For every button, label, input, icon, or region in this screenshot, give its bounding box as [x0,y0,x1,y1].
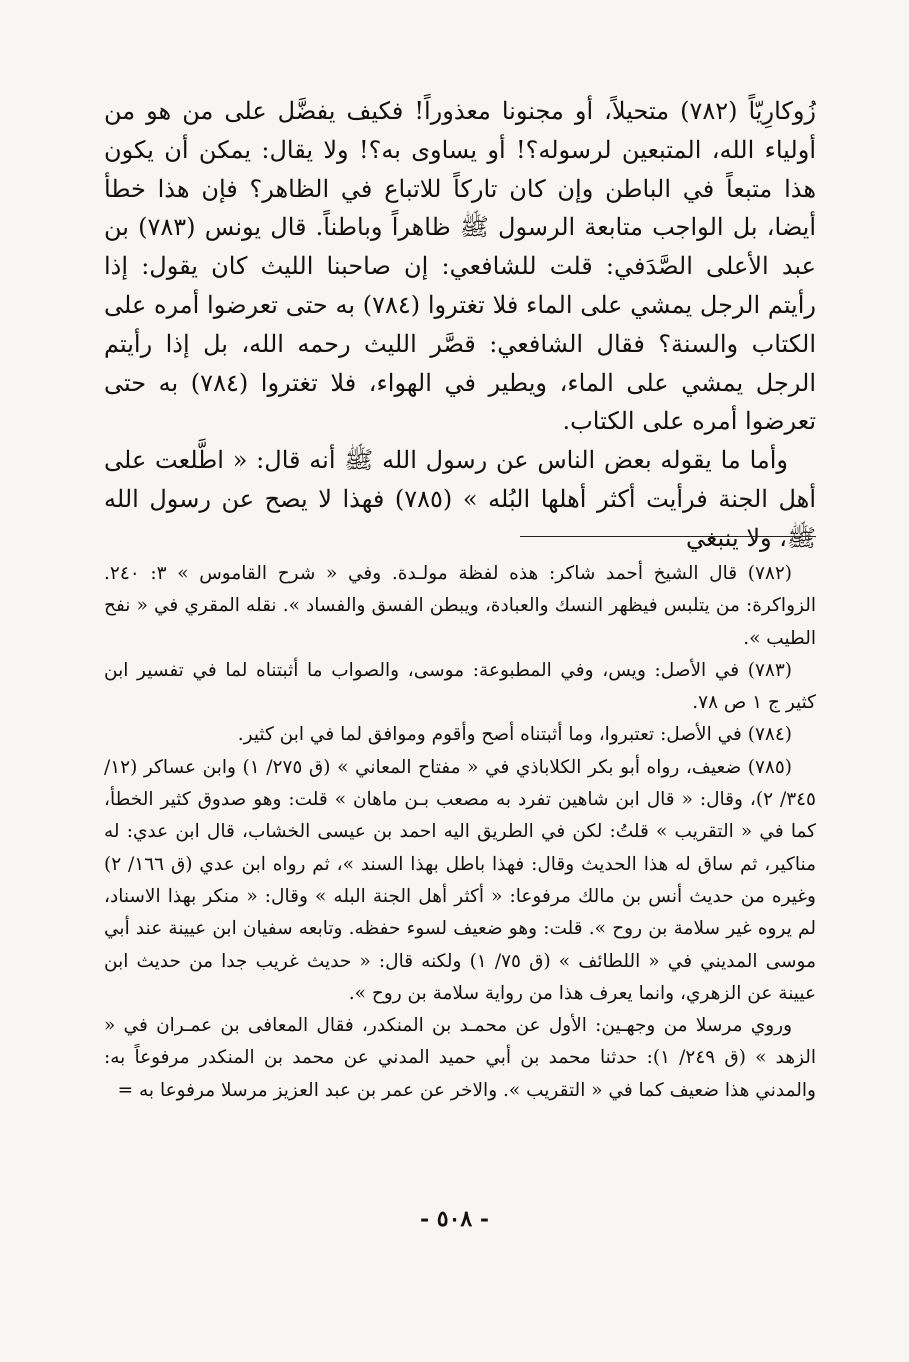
footnote-783: (٧٨٣) في الأصل: ويس، وفي المطبوعة: موسى، والصواب ما أثبتناه لما في تفسير ابن كثير ج ١ ص ٧٨. [104,659,816,714]
footnotes-section [104,558,816,1107]
main-paragraph: زُوكارِيّاً (٧٨٢) متحيلاً، أو مجنونا معذوراً! فكيف يفضَّل على من هو من أولياء الله، المتبعين لرسوله؟! أو يساوى به؟! ولا يقال: يمكن أن يكون هذا متبعاً في الباطن وإن كان تاركاً للاتباع في الظاهر؟ فإن هذا خطأ أيضا، بل الواجب متابعة الرسول ﷺ ظاهراً وباطناً. قال يونس (٧٨٣) بن عبد الأعلى الصَّدَفي: قلت للشافعي: إن صاحبنا الليث كان يقول: إذا رأيتم الرجل يمشي على الماء فلا تغتروا (٧٨٤) به حتى تعرضوا أمره على الكتاب والسنة؟ فقال الشافعي: قصَّر الليث رحمه الله، بل إذا رأيتم الرجل يمشي على الماء، ويطير في الهواء، فلا تغتروا (٧٨٤) به حتى تعرضوا أمره على الكتاب. [104,97,817,436]
footnote-784: (٧٨٤) في الأصل: تعتبروا، وما أثبتناه أصح وأقوم وموافق لما في ابن كثير. [237,724,792,746]
main-text-body [104,92,816,558]
page-number: - ٥٠٨ - [419,1206,490,1232]
main-paragraph: وأما ما يقوله بعض الناس عن رسول الله ﷺ أنه قال: « اطَّلعت على أهل الجنة فرأيت أكثر أهلها البُله » (٧٨٥) فهذا لا يصح عن رسول الله ﷺ، ولا ينبغي [104,446,817,552]
footnote-785: (٧٨٥) ضعيف، رواه أبو بكر الكلاباذي في « مفتاح المعاني » (ق ٢٧٥/ ١) وابن عساكر (١٢/ ٣٤٥/ ٢)، وقال: « قال ابن شاهين تفرد به مصعب بـن ماهان » قلت: وهو صدوق كثير الخطأ، كما في « التقريب » قلتُ: لكن في الطريق اليه احمد بن عيسى الخشاب، قال ابن عدي: له مناكير، ثم ساق له هذا الحديث وقال: فهذا باطل بهذا السند »، ثم رواه ابن عدي (ق ١٦٦/ ٢) وغيره من حديث أنس بن مالك مرفوعا: « أكثر أهل الجنة البله » وقال: « منكر بهذا الاسناد، لم يروه غير سلامة بن روح ». قلت: وهو ضعيف لسوء حفظه. وتابعه سفيان ابن عيينة عند أبي موسى المديني في « اللطائف » (ق ٧٥/ ١) ولكنه قال: « حديث غريب جدا من حديث ابن عيينة عن الزهري، وانما يعرف هذا من رواية سلامة بن روح ». [104,756,816,1004]
footnote-782: (٧٨٢) قال الشيخ أحمد شاكر: هذه لفظة مولـدة. وفي « شرح القاموس » ٣: ٢٤٠. الزواكرة: من يتلبس فيظهر النسك والعبادة، ويبطن الفسق والفساد ». نقله المقري في « نفح الطيب ». [104,563,816,649]
footnote-785-continuation: وروي مرسلا من وجهـين: الأول عن محمـد بن المنكدر، فقال المعافى بن عمـران في « الزهد » (ق ٢٤٩/ ١): حدثنا محمد بن أبي حميد المدني عن محمد بن المنكدر مرفوعاً به: والمدني هذا ضعيف كما في « التقريب ». والاخر عن عمر بن عبد العزيز مرسلا مرفوعا به = [104,1015,816,1101]
footnote-separator [520,536,816,537]
